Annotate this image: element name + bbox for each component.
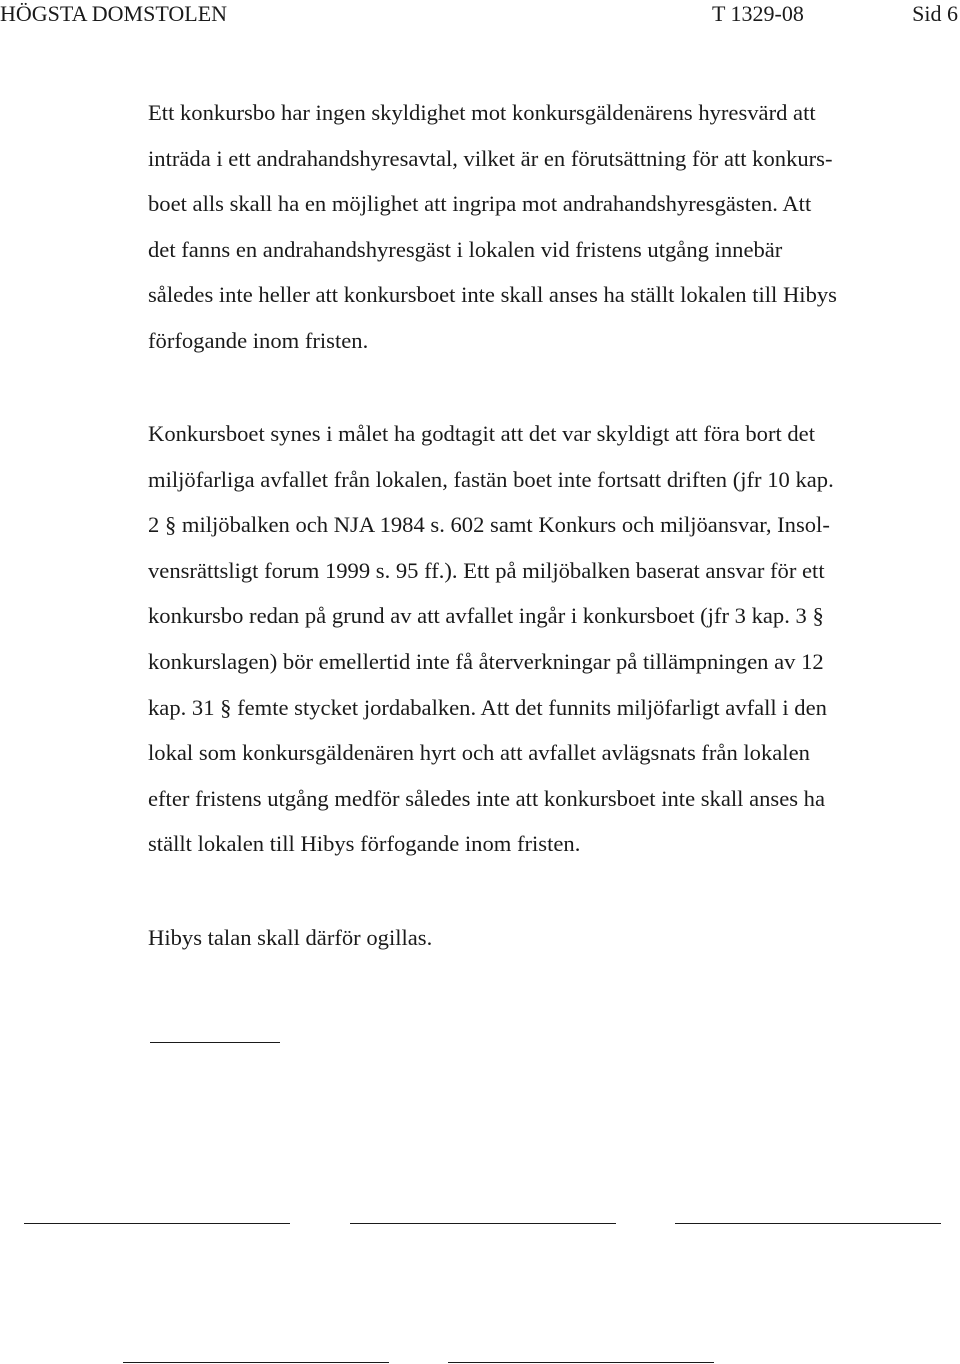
text-line: kap. 31 § femte stycket jordabalken. Att det funnits miljöfarligt avfall i den [148, 694, 827, 720]
text-line: Konkursboet synes i målet ha godtagit att det var skyldigt att föra bort det [148, 421, 815, 446]
paragraph-3-conclusion [148, 915, 960, 961]
court-name: HÖGSTA DOMSTOLEN [0, 1, 228, 26]
text-line: efter fristens utgång medför således inte att konkursboet inte skall anses ha [148, 785, 825, 811]
text-line: konkurslagen) bör emellertid inte få återverkningar på tillämpningen av 12 [148, 648, 824, 674]
text-line: konkursbo redan på grund av att avfallet ingår i konkursboet (jfr 3 kap. 3 § [148, 603, 824, 629]
signature-line [448, 1362, 714, 1363]
text-line: ställt lokalen till Hibys förfogande inom fristen. [148, 831, 581, 857]
signature-line [123, 1362, 389, 1363]
text-line: lokal som konkursgäldenären hyrt och att avfallet avlägsnats från lokalen [148, 740, 810, 766]
text-line: inträda i ett andrahandshyresavtal, vilket är en förutsättning för att konkurs- [148, 145, 833, 171]
page-header [0, 0, 960, 30]
paragraph-2 [148, 411, 960, 867]
signature-line [24, 1223, 290, 1224]
text-line: förfogande inom fristen. [148, 327, 369, 353]
text-line: 2 § miljöbalken och NJA 1984 s. 602 samt Konkurs och miljöansvar, Insol- [148, 512, 830, 538]
text-line: Hibys talan skall därför ogillas. [148, 925, 433, 950]
text-line: vensrättsligt forum 1999 s. 95 ff.). Ett på miljöbalken baserat ansvar för ett [148, 557, 825, 583]
signature-line [350, 1223, 616, 1224]
separator-rule [150, 1042, 280, 1043]
page-number: Sid 6 [912, 1, 958, 26]
text-line: det fanns en andrahandshyresgäst i lokalen vid fristens utgång innebär [148, 236, 783, 262]
text-line: Ett konkursbo har ingen skyldighet mot konkursgäldenärens hyresvärd att [148, 100, 816, 125]
paragraph-1 [148, 90, 960, 364]
text-line: således inte heller att konkursboet inte skall anses ha ställt lokalen till Hibys [148, 282, 837, 308]
case-number: T 1329-08 [712, 1, 804, 26]
text-line: boet alls skall ha en möjlighet att ingripa mot andrahandshyresgästen. Att [148, 191, 812, 217]
signature-line [675, 1223, 941, 1224]
text-line: miljöfarliga avfallet från lokalen, fastän boet inte fortsatt driften (jfr 10 kap. [148, 466, 834, 492]
